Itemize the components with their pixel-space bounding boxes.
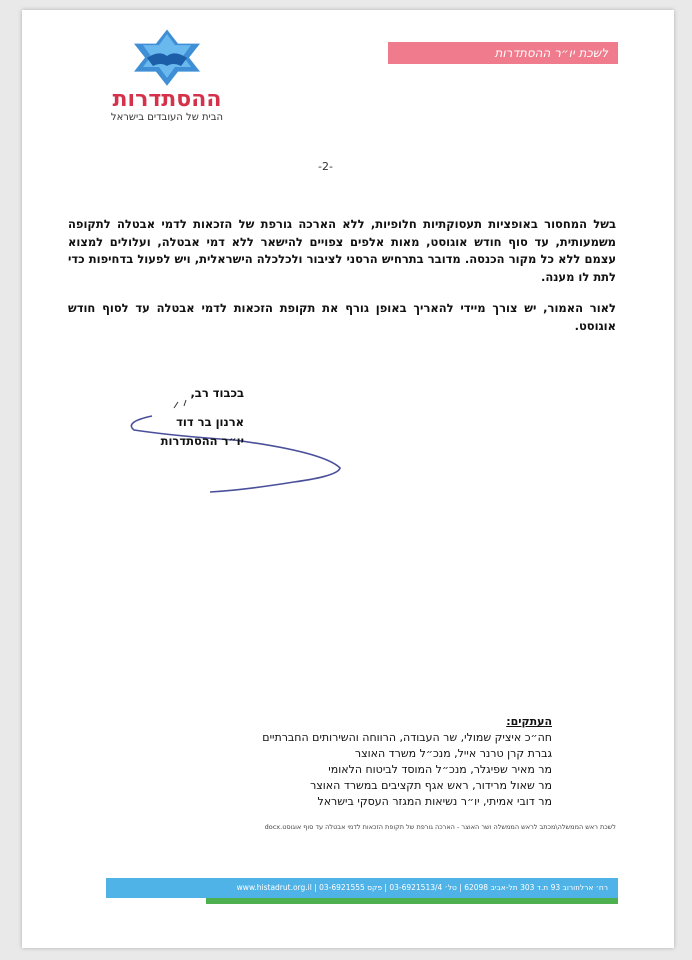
cc-line: מר דובי אמיתי, יו״ר נשיאות המגזר העסקי בישראל [317,795,552,808]
footer-contact-bar: רח׳ ארלוזורוב 93 ת.ד 303 תל-אביב 62098 | טל׳ 03-6921513/4 | פקס 03-6921555 | www.histadrut.org.il [106,878,618,898]
body-paragraph-2: לאור האמור, יש צורך מיידי להאריך באופן גורף את תקופת הזכאות לדמי אבטלה עד לסוף חודש אוגוסט. [68,301,616,333]
letter-body [68,216,616,349]
signer-title: יו״ר ההסתדרות [160,434,244,448]
salutation: בכבוד רב, [190,386,244,400]
file-reference: לשכת ראש הממשלה\מכתב לראש הממשלה ושר האוצר - הארכה גורפת של תקופת הזכאות לדמי אבטלה עד סוף אוגוסט.docx [264,823,616,831]
org-name: ההסתדרות [112,87,222,112]
letter-page [22,10,674,948]
org-tagline: הבית של העובדים בישראל [110,112,224,123]
cc-line: חה״כ איציק שמולי, שר העבודה, הרווחה והשירותים החברתיים [262,731,552,744]
histadrut-logo [102,28,232,124]
cc-line: גברת קרן טרנר אייל, מנכ״ל משרד האוצר [354,747,552,760]
body-paragraph-1: בשל המחסור באופציות תעסוקתיות חלופיות, ללא הארכה גורפת של הזכאות לדמי אבטלה לתקופה משמעותית, עד סוף חודש אוגוסט, מאות אלפים צפויים להישאר ללא דמי אבטלה, ועלולים למצוא עצמם ללא כל מקור הכנסה. מדובר בתרחיש הרסני לציבור ולכלכלה הישראלית, ויש לפעול בדחיפות כדי לתת לו מענה. [68,217,616,284]
signer-name: ארנון בר דוד [176,415,244,429]
cc-list [252,714,552,810]
cc-title: העתקים: [506,715,552,728]
cc-line: מר שאול מרידור, ראש אגף תקציבים במשרד האוצר [310,779,552,792]
star-handshake-icon [129,28,205,86]
cc-line: מר מאיר שפיגלר, מנכ״ל המוסד לביטוח הלאומי [328,763,552,776]
footer-green-stripe [206,898,618,904]
page-number: -2- [318,160,333,173]
closing-block [118,384,244,451]
office-header-bar: לשכת יו״ר ההסתדרות [388,42,618,64]
